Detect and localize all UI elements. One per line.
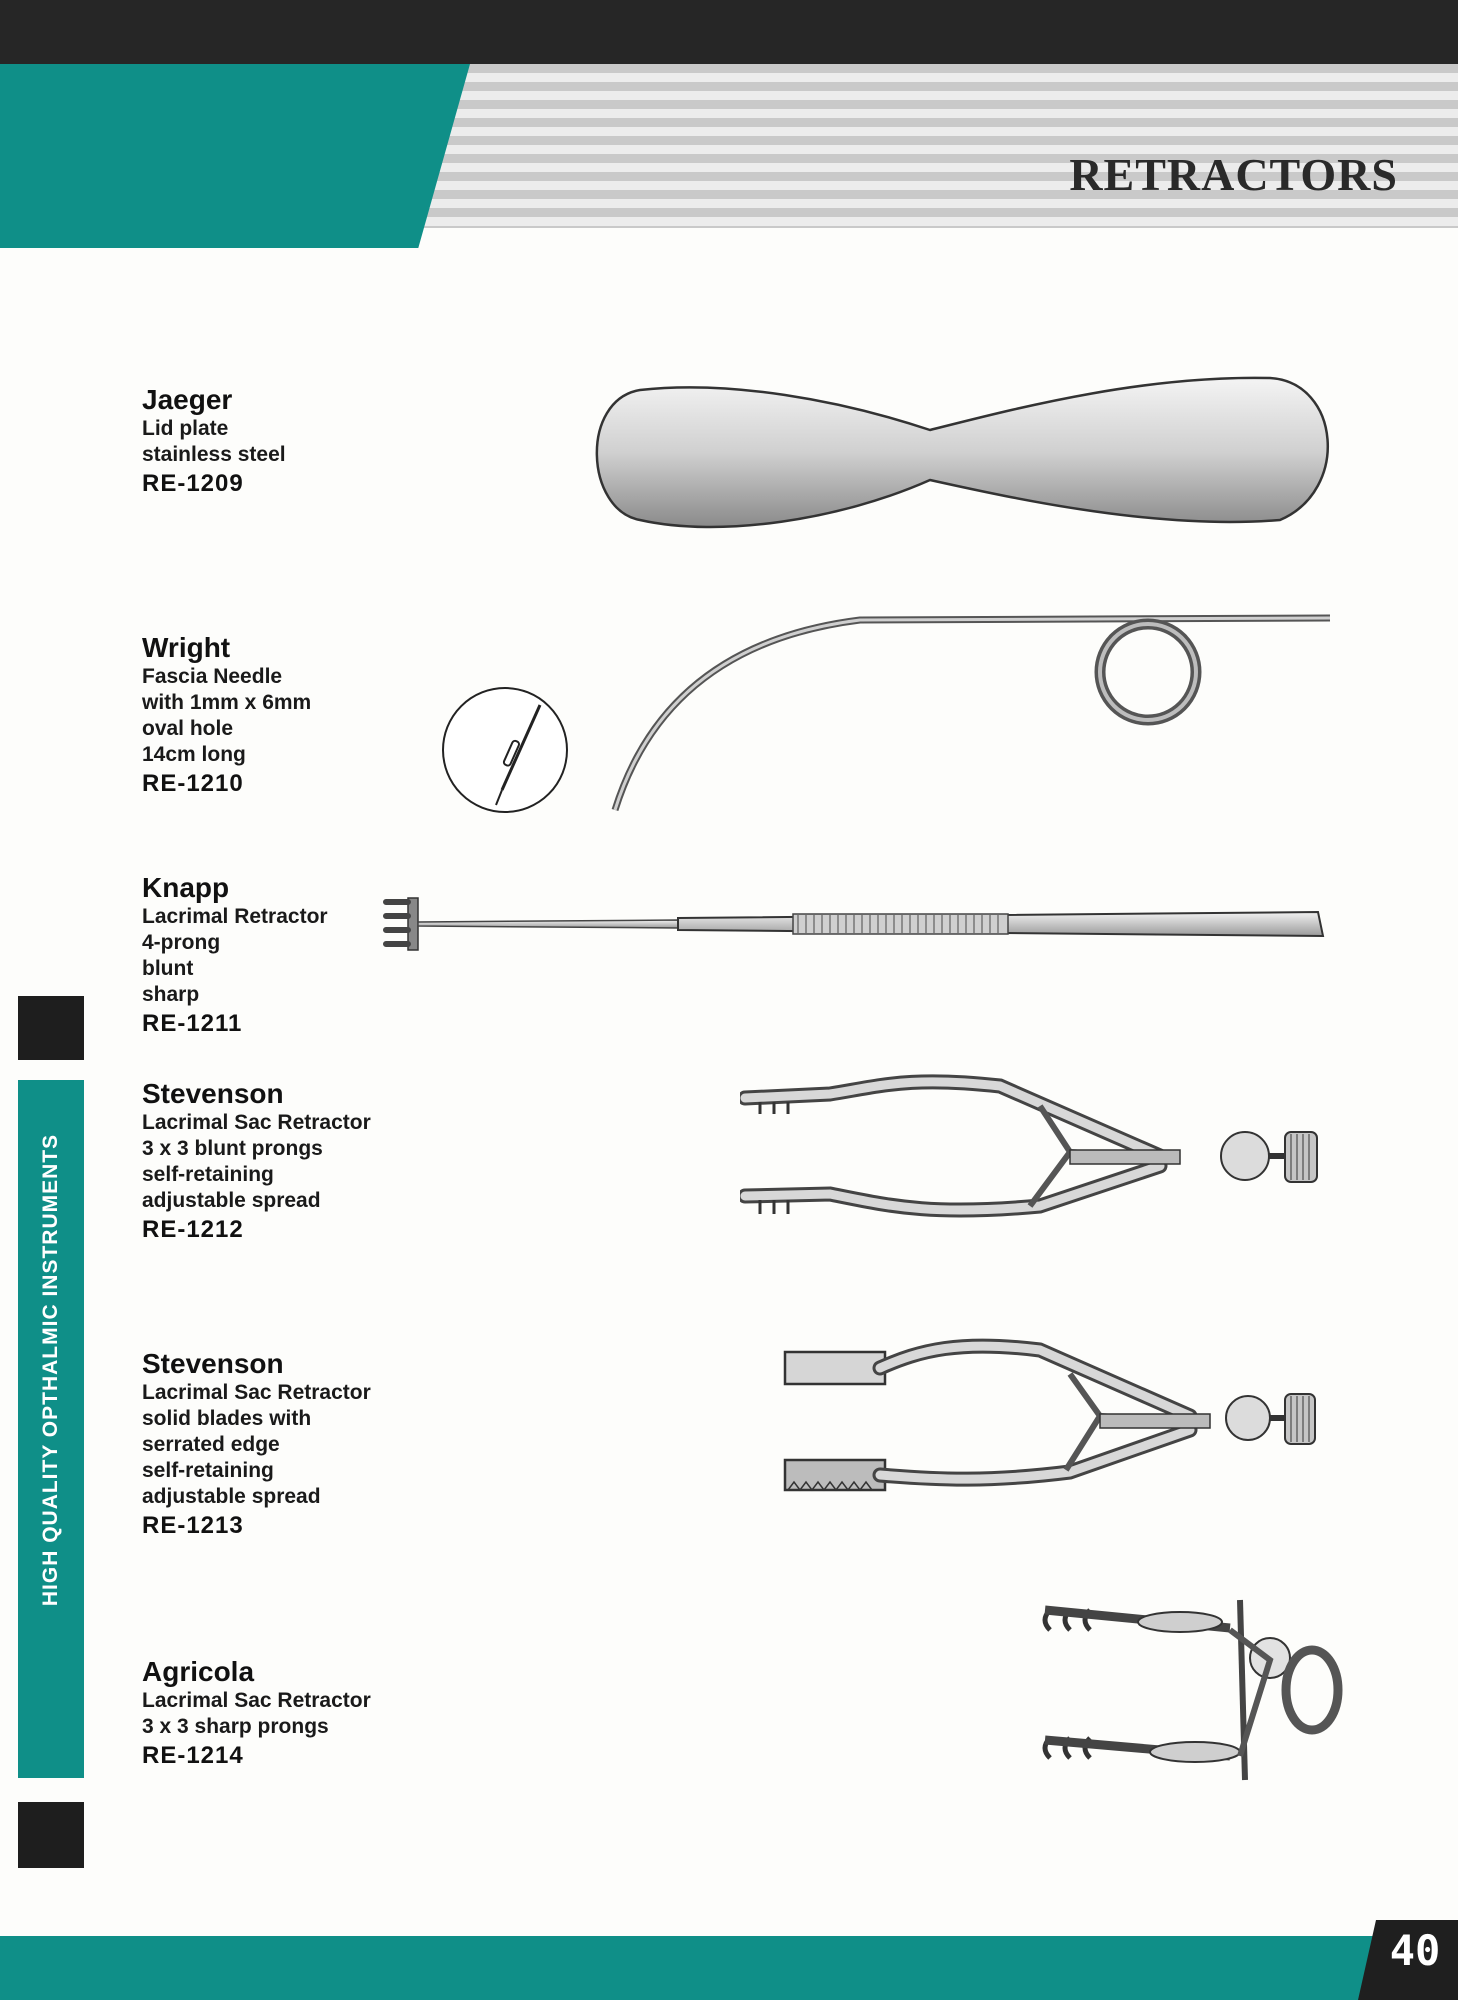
wright-fascia-needle-image bbox=[440, 600, 1340, 830]
product-code: RE-1210 bbox=[142, 770, 244, 797]
product-wright bbox=[142, 632, 311, 800]
sidebar-square-top bbox=[18, 996, 84, 1060]
product-stevenson-solid bbox=[142, 1348, 371, 1542]
product-code: RE-1211 bbox=[142, 1010, 243, 1037]
product-agricola bbox=[142, 1656, 371, 1772]
page-title: RETRACTORS bbox=[1069, 149, 1398, 200]
product-description-line: blunt bbox=[142, 957, 194, 980]
product-name: Wright bbox=[142, 632, 231, 663]
sidebar-vertical-text: HIGH QUALITY OPTHALMIC INSTRUMENTS bbox=[39, 1133, 62, 1607]
product-name: Jaeger bbox=[142, 384, 233, 415]
product-description-line: Lacrimal Sac Retractor bbox=[142, 1111, 371, 1134]
product-description-line: self-retaining bbox=[142, 1459, 274, 1482]
product-name: Knapp bbox=[142, 872, 230, 903]
product-description-line: adjustable spread bbox=[142, 1189, 321, 1212]
product-name: Agricola bbox=[142, 1656, 255, 1687]
product-description-line: 3 x 3 blunt prongs bbox=[142, 1137, 323, 1160]
product-description-line: solid blades with bbox=[142, 1407, 312, 1430]
stevenson-blunt-retractor-image bbox=[740, 1066, 1360, 1246]
top-dark-band bbox=[0, 0, 1458, 64]
product-description-line: with 1mm x 6mm bbox=[142, 691, 312, 714]
header-stripe-band bbox=[380, 64, 1458, 228]
footer-teal-bar bbox=[0, 1936, 1458, 2000]
page-number: 40 bbox=[1389, 1926, 1441, 1975]
product-description-line: 14cm long bbox=[142, 743, 246, 766]
product-description-line: Lacrimal Sac Retractor bbox=[142, 1381, 371, 1404]
product-description-line: self-retaining bbox=[142, 1163, 274, 1186]
product-description-line: stainless steel bbox=[142, 443, 286, 466]
product-description-line: Lacrimal Sac Retractor bbox=[142, 1689, 371, 1712]
product-name: Stevenson bbox=[142, 1348, 284, 1379]
sidebar-square-bottom bbox=[18, 1802, 84, 1868]
product-description-line: sharp bbox=[142, 983, 200, 1006]
product-description-line: Fascia Needle bbox=[142, 665, 283, 688]
stevenson-solid-retractor-image bbox=[770, 1330, 1370, 1510]
knapp-lacrimal-retractor-image bbox=[378, 888, 1338, 968]
product-description-line: 3 x 3 sharp prongs bbox=[142, 1715, 329, 1738]
product-code: RE-1212 bbox=[142, 1216, 244, 1243]
product-name: Stevenson bbox=[142, 1078, 284, 1109]
product-description-line: oval hole bbox=[142, 717, 234, 740]
product-jaeger bbox=[142, 384, 286, 500]
product-description-line: adjustable spread bbox=[142, 1485, 321, 1508]
product-code: RE-1209 bbox=[142, 470, 244, 497]
product-stevenson-blunt bbox=[142, 1078, 371, 1246]
product-knapp bbox=[142, 872, 328, 1040]
product-description-line: Lacrimal Retractor bbox=[142, 905, 328, 928]
header-teal-block bbox=[0, 64, 470, 248]
agricola-retractor-image bbox=[1030, 1580, 1360, 1800]
product-description-line: 4-prong bbox=[142, 931, 221, 954]
product-code: RE-1214 bbox=[142, 1742, 244, 1769]
jaeger-lid-plate-image bbox=[580, 370, 1350, 540]
product-description-line: Lid plate bbox=[142, 417, 229, 440]
product-description-line: serrated edge bbox=[142, 1433, 280, 1456]
product-code: RE-1213 bbox=[142, 1512, 244, 1539]
